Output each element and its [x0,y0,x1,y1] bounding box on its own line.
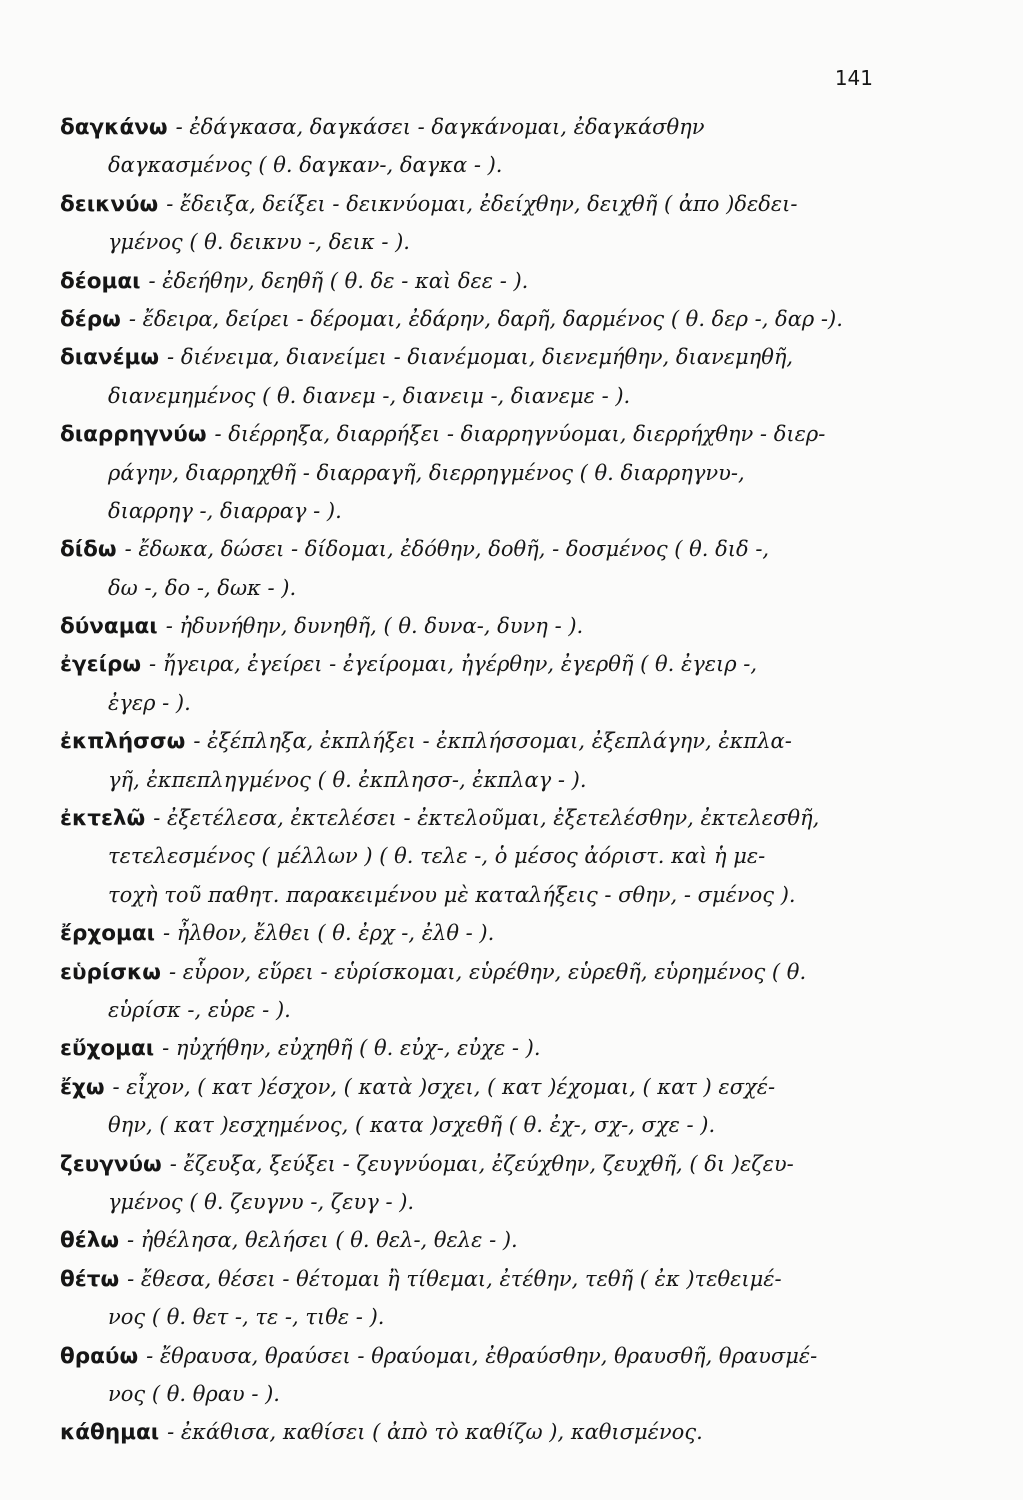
entry-headword: διανέμω [60,345,160,371]
entry-text: νος ( θ. θραυ - ). [108,1381,280,1406]
entry-text: - ἠθέλησα, θελήσει ( θ. θελ-, θελε - ). [127,1228,518,1253]
entry-text: - ἔδειρα, δείρει - δέρομαι, ἐδάρην, δαρῆ, δαρμένος ( θ. δερ -, δαρ -). [128,306,843,331]
entry-headword: εὑρίσκω [60,959,161,985]
entry-headword: δύναμαι [60,614,158,640]
entry-headword: ἔρχομαι [60,921,155,947]
entry-text: νος ( θ. θετ -, τε -, τιθε - ). [108,1305,385,1330]
entry-text: γῆ, ἐκπεπληγμένος ( θ. ἐκπλησσ-, ἐκπλαγ - ). [108,767,587,792]
entry [60,953,900,1030]
entry-headword: δέομαι [60,268,141,294]
entry [60,607,900,645]
entry [60,914,900,952]
entry [60,1260,900,1337]
entry-text: εὑρίσκ -, εὑρε - ). [108,997,291,1022]
entry-headword: δεικνύω [60,191,159,217]
entry [60,722,900,799]
entry-text: δαγκασμένος ( θ. δαγκαν-, δαγκα - ). [108,153,503,178]
entry-headword: ἐκπλήσσω [60,729,186,755]
entry-text: γμένος ( θ. ζευγνυ -, ζευγ - ). [108,1189,415,1214]
entry-text: - ἐκάθισα, καθίσει ( ἀπὸ τὸ καθίζω ), καθισμένος. [167,1420,703,1445]
entry-text: διανεμημένος ( θ. διανεμ -, διανειμ -, διανεμε - ). [108,383,631,408]
entry-text: τετελεσμένος ( μέλλων ) ( θ. τελε -, ὁ μέσος ἀόριστ. καὶ ἡ με- [108,844,766,869]
entry-text: - ἐδεήθην, δεηθῆ ( θ. δε - καὶ δεε - ). [148,268,529,293]
entry-text: - εὗρον, εὕρει - εὑρίσκομαι, εὑρέθην, εὑρεθῆ, εὑρημένος ( θ. [168,959,807,984]
entry-headword: ἐγείρω [60,652,142,678]
entry-text: - ἔδειξα, δείξει - δεικνύομαι, ἐδείχθην, δειχθῆ ( ἀπο )δεδει- [166,191,798,216]
entry-headword: θέτω [60,1266,120,1292]
entry-text: - ἐξέπληξα, ἐκπλήξει - ἐκπλήσσομαι, ἐξεπλάγην, ἐκπλα- [193,729,792,754]
entry [60,530,900,607]
entry-text: - ηὐχήθην, εὐχηθῆ ( θ. εὐχ-, εὐχε - ). [162,1036,541,1061]
entry [60,108,900,185]
entry [60,1145,900,1222]
entry-text: θην, ( κατ )εσχημένος, ( κατα )σχεθῆ ( θ. ἐχ-, σχ-, σχε - ). [108,1113,716,1138]
entry [60,185,900,262]
entry [60,338,900,415]
entry-text: ἐγερ - ). [108,690,191,715]
entry-headword: δίδω [60,537,117,563]
entry [60,1413,900,1451]
entry-headword: ἐκτελῶ [60,806,146,832]
entry-headword: ζευγνύω [60,1151,162,1177]
entry [60,799,900,914]
entry [60,1068,900,1145]
entry-text: ράγην, διαρρηχθῆ - διαρραγῆ, διερρηγμένος ( θ. διαρρηγνυ-, [108,460,745,485]
entry [60,1337,900,1414]
entry-text: τοχὴ τοῦ παθητ. παρακειμένου μὲ καταλήξεις - σθην, - σμένος ). [108,882,796,907]
entry-text: - ἔθεσα, θέσει - θέτομαι ἢ τίθεμαι, ἐτέθην, τεθῆ ( ἐκ )τεθειμέ- [127,1266,782,1291]
entry-text: - ἦλθον, ἔλθει ( θ. ἐρχ -, ἐλθ - ). [162,921,495,946]
entry-text: - ἔδωκα, δώσει - δίδομαι, ἐδόθην, δοθῆ, - δοσμένος ( θ. διδ -, [124,537,770,562]
entry [60,1221,900,1259]
entry [60,415,900,530]
entry [60,1029,900,1067]
dictionary-entries [60,108,900,1452]
entry-text: - ἐδάγκασα, δαγκάσει - δαγκάνομαι, ἐδαγκάσθην [175,115,705,139]
entry-headword: εὔχομαι [60,1036,155,1062]
entry-text: - διέρρηξα, διαρρήξει - διαρρηγνύομαι, διερρήχθην - διερ- [214,422,826,447]
entry-text: διαρρηγ -, διαρραγ - ). [108,498,342,523]
entry-text: δω -, δο -, δωκ - ). [108,575,297,600]
entry-headword: κάθημαι [60,1420,160,1446]
entry-headword: ἔχω [60,1074,105,1100]
entry-headword: θραύω [60,1343,139,1369]
entry [60,300,900,338]
entry-text: - ἐξετέλεσα, ἐκτελέσει - ἐκτελοῦμαι, ἐξετελέσθην, ἐκτελεσθῆ, [153,806,820,831]
page-number: 141 [834,66,873,90]
entry [60,645,900,722]
entry-text: - ἤγειρα, ἐγείρει - ἐγείρομαι, ἠγέρθην, ἐγερθῆ ( θ. ἐγειρ -, [149,652,758,677]
entry-text: - ἔζευξα, ξεύξει - ζευγνύομαι, ἐζεύχθην, ζευχθῆ, ( δι )εζευ- [169,1151,794,1176]
entry [60,262,900,300]
entry-headword: δαγκάνω [60,115,168,140]
entry-text: γμένος ( θ. δεικνυ -, δεικ - ). [108,230,410,255]
entry-text: - ἔθραυσα, θραύσει - θραύομαι, ἐθραύσθην, θραυσθῆ, θραυσμέ- [146,1343,818,1368]
entry-text: - ἠδυνήθην, δυνηθῆ, ( θ. δυνα-, δυνη - ). [165,614,584,639]
entry-headword: θέλω [60,1228,120,1254]
entry-headword: δέρω [60,306,121,332]
entry-text: - εἶχον, ( κατ )έσχον, ( κατὰ )σχει, ( κατ )έχομαι, ( κατ ) εσχέ- [112,1074,776,1099]
entry-text: - διένειμα, διανείμει - διανέμομαι, διενεμήθην, διανεμηθῆ, [167,345,794,370]
entry-headword: διαρρηγνύω [60,422,207,448]
